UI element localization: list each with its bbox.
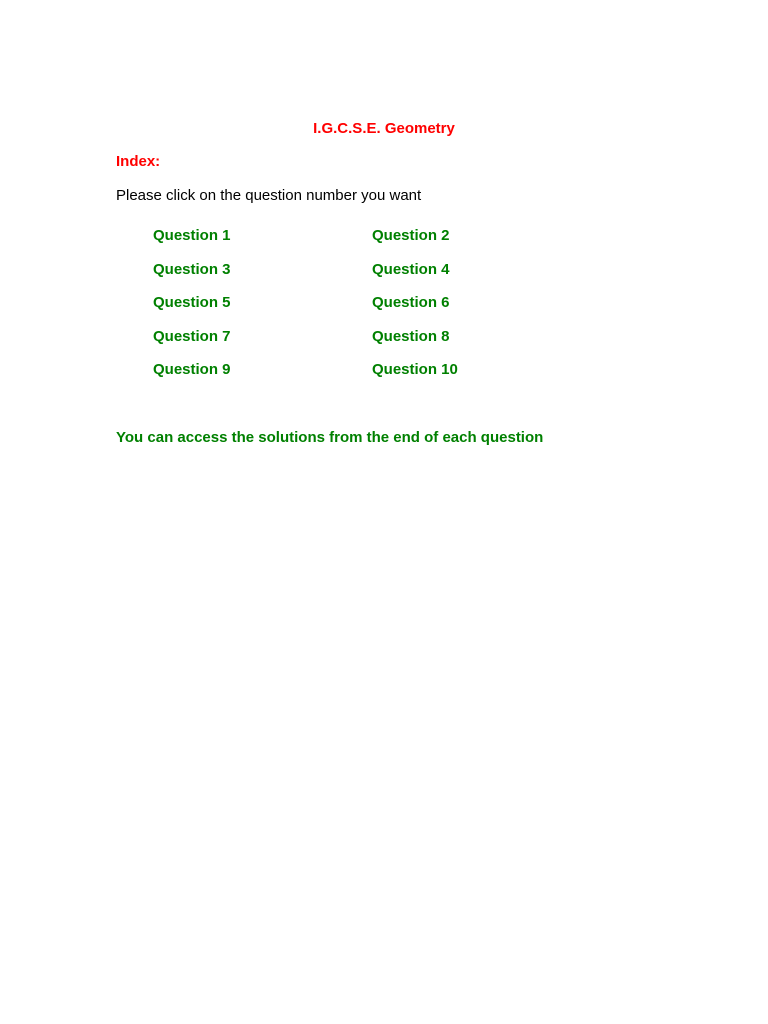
question-row <box>153 360 553 394</box>
index-heading: Index: <box>116 153 161 170</box>
instruction-text: Please click on the question number you want <box>116 187 422 204</box>
question-10-link[interactable]: Question 10 <box>372 361 458 378</box>
question-row <box>153 293 553 327</box>
question-7-link[interactable]: Question 7 <box>153 327 231 345</box>
question-index-grid <box>153 226 553 394</box>
question-3-link[interactable]: Question 3 <box>153 260 231 278</box>
solutions-note: You can access the solutions from the end of each question <box>116 429 544 446</box>
question-5-link[interactable]: Question 5 <box>153 294 231 311</box>
question-row <box>153 226 553 260</box>
question-6-link[interactable]: Question 6 <box>372 294 450 311</box>
page-title: I.G.C.S.E. Geometry <box>313 120 455 137</box>
question-9-link[interactable]: Question 9 <box>153 361 231 378</box>
question-row <box>153 260 553 294</box>
question-4-link[interactable]: Question 4 <box>372 260 450 278</box>
question-8-link[interactable]: Question 8 <box>372 327 450 345</box>
question-2-link[interactable]: Question 2 <box>372 227 450 244</box>
question-1-link[interactable]: Question 1 <box>153 227 231 244</box>
question-row <box>153 327 553 361</box>
